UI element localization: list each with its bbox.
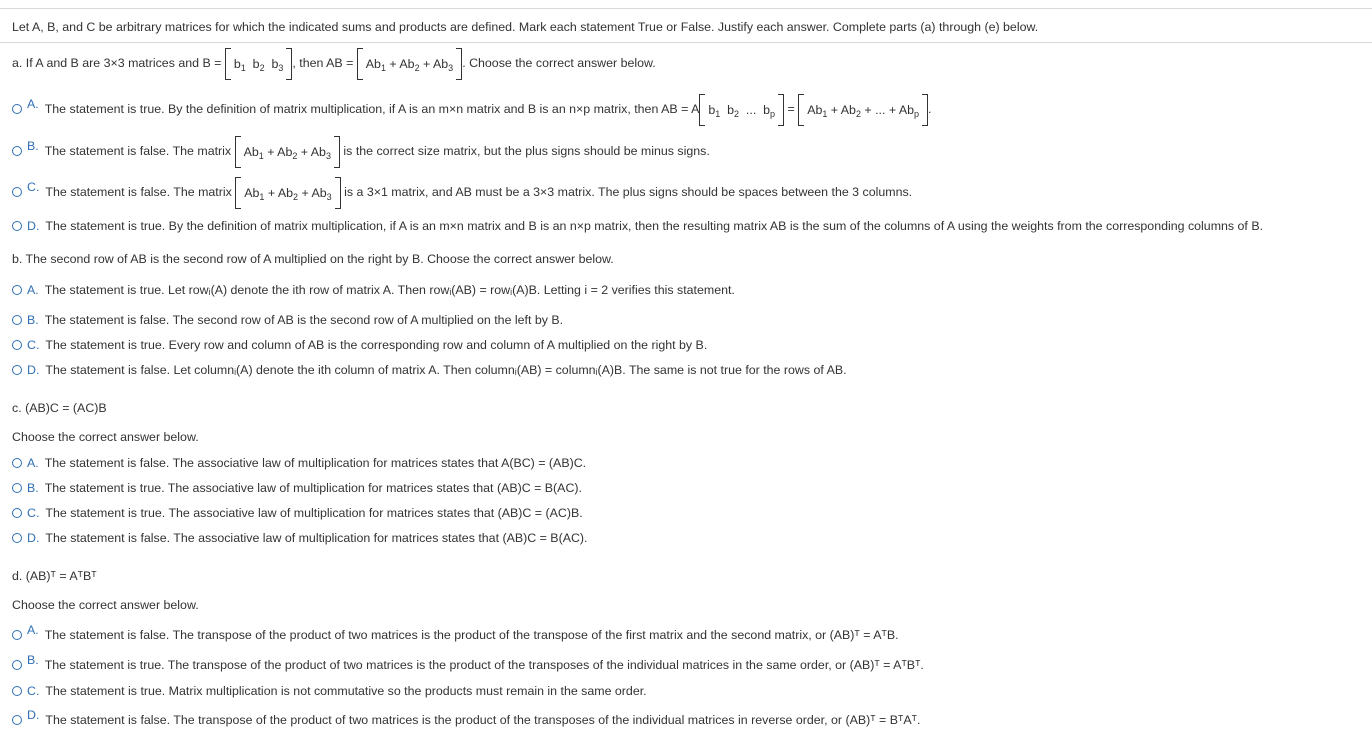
instructions-divider <box>0 42 1372 43</box>
option-text: The statement is false. The second row of AB is the second row of A multiplied on the left by B. <box>44 313 564 327</box>
part-c-option-c[interactable] <box>12 505 583 521</box>
option-letter: D. <box>27 219 40 233</box>
option-text: The statement is true. By the definition of matrix multiplication, if A is an m×n matrix and B is an n×p matrix, then the resulting matrix AB is the sum of the columns of A using the weights from the corresponding columns of B. <box>45 219 1264 233</box>
option-text-post: is a 3×1 matrix, and AB must be a 3×3 matrix. The plus signs should be spaces between the 3 columns. <box>344 185 913 199</box>
part-c-option-b[interactable] <box>12 480 582 496</box>
matrix-ab-sum: $Ab_1 + Ab_2 + Ab_3$ <box>235 185 340 201</box>
option-text-pre: The statement is false. The matrix <box>44 144 232 158</box>
option-letter: B. <box>27 313 39 327</box>
option-letter: A. <box>27 456 39 470</box>
option-letter: D. <box>27 531 40 545</box>
matrix-b-columns-p: $b_1$ $b_2$ ... $b_p$ <box>699 102 784 118</box>
option-letter: D. <box>27 363 40 377</box>
option-letter: C. <box>27 684 40 698</box>
radio-button[interactable] <box>12 104 22 114</box>
radio-button[interactable] <box>12 686 22 696</box>
option-letter: A. <box>27 283 39 297</box>
option-letter: C. <box>27 180 40 194</box>
option-text: The statement is true. Every row and column of AB is the corresponding row and column of A multiplied on the right by B. <box>45 338 708 352</box>
option-letter: A. <box>27 623 39 637</box>
part-d-option-d[interactable] <box>12 708 921 728</box>
option-text: The statement is true. The associative law of multiplication for matrices states that (AB)C = (AC)B. <box>45 506 583 520</box>
part-d-option-c[interactable] <box>12 683 647 699</box>
part-c-prompt: Choose the correct answer below. <box>12 430 199 444</box>
option-text: The statement is false. The associative law of multiplication for matrices states that (AB)C = B(AC). <box>45 531 588 545</box>
part-a-q-post: . Choose the correct answer below. <box>462 56 656 70</box>
option-text-post: is the correct size matrix, but the plus signs should be minus signs. <box>343 144 710 158</box>
part-c-question: c. (AB)C = (AC)B <box>12 401 107 415</box>
part-a-option-a[interactable]: A. The statement is true. By the definition of matrix multiplication, if A is an m×n matrix and B is an n×p matrix, then AB = A $b_1$ $b_2$ ... $b_p = Ab_1 + Ab_2$ + ... + $Ab_p$ . <box>12 101 931 118</box>
option-letter: C. <box>27 506 40 520</box>
radio-button[interactable] <box>12 315 22 325</box>
matrix-ab-sum: $Ab_1 + Ab_2 + Ab_3$ <box>235 144 340 160</box>
part-a-option-c[interactable] <box>12 180 913 202</box>
option-text: The statement is false. The associative law of multiplication for matrices states that A(BC) = (AB)C. <box>44 456 587 470</box>
radio-button[interactable] <box>12 365 22 375</box>
part-b-question: b. The second row of AB is the second row of A multiplied on the right by B. Choose the correct answer below. <box>12 252 614 266</box>
part-d-question: d. (AB)ᵀ = AᵀBᵀ <box>12 569 97 583</box>
radio-button[interactable] <box>12 187 22 197</box>
option-text-pre: The statement is false. The matrix <box>45 185 232 199</box>
part-d-prompt: Choose the correct answer below. <box>12 598 199 612</box>
radio-button[interactable] <box>12 533 22 543</box>
option-text: The statement is true. Matrix multiplication is not commutative so the products must remain in the same order. <box>45 684 647 698</box>
radio-button[interactable] <box>12 285 22 295</box>
part-b-option-c[interactable] <box>12 337 707 353</box>
radio-button[interactable] <box>12 715 22 725</box>
option-text: The statement is true. The associative law of multiplication for matrices states that (AB)C = B(AC). <box>44 481 582 495</box>
top-divider <box>0 8 1372 9</box>
radio-button[interactable] <box>12 483 22 493</box>
matrix-ab-columns-p: $Ab_1 + Ab_2$ + ... + $Ab_p$ <box>798 102 928 118</box>
matrix-b-columns: $b_1$ $b_2$ $b_3$ <box>225 56 293 72</box>
part-a-q-mid: , then AB = <box>292 56 354 70</box>
option-letter: B. <box>27 481 39 495</box>
instructions: Let A, B, and C be arbitrary matrices for which the indicated sums and products are defined. Mark each statement True or False. Justify each answer. Complete parts (a) through (e) below. <box>12 20 1039 34</box>
radio-button[interactable] <box>12 660 22 670</box>
option-text: The statement is true. By the definition of matrix multiplication, if A is an m×n matrix and B is an n×p matrix, then AB = A <box>44 102 700 116</box>
part-b-option-d[interactable] <box>12 362 847 378</box>
part-d-option-a[interactable] <box>12 623 899 643</box>
option-letter: D. <box>27 708 40 722</box>
option-text: The statement is true. The transpose of the product of two matrices is the product of the transposes of the individual matrices in the same order, or (AB)ᵀ = AᵀBᵀ. <box>44 658 924 672</box>
part-a-option-b[interactable] <box>12 139 710 161</box>
radio-button[interactable] <box>12 458 22 468</box>
radio-button[interactable] <box>12 340 22 350</box>
part-c-option-a[interactable] <box>12 455 586 471</box>
radio-button[interactable] <box>12 221 22 231</box>
option-text: The statement is false. Let columnᵢ(A) denote the ith column of matrix A. Then columnᵢ(AB) = columnᵢ(A)B. The same is not true for the rows of AB. <box>45 363 847 377</box>
radio-button[interactable] <box>12 630 22 640</box>
radio-button[interactable] <box>12 146 22 156</box>
part-a-option-d[interactable] <box>12 218 1263 234</box>
part-a-q-pre: a. If A and B are 3×3 matrices and B = <box>12 56 222 70</box>
part-d-option-b[interactable] <box>12 653 924 673</box>
part-c-option-d[interactable] <box>12 530 587 546</box>
option-text: The statement is false. The transpose of the product of two matrices is the product of the transposes of the individual matrices in reverse order, or (AB)ᵀ = BᵀAᵀ. <box>45 713 921 727</box>
radio-button[interactable] <box>12 508 22 518</box>
option-letter: B. <box>27 139 39 153</box>
option-letter: A. <box>27 97 39 111</box>
part-a-question <box>12 55 656 72</box>
part-b-option-a[interactable] <box>12 282 735 298</box>
option-text: The statement is true. Let rowᵢ(A) denote the ith row of matrix A. Then rowᵢ(AB) = rowᵢ(A)B. Letting i = 2 verifies this statement. <box>44 283 735 297</box>
option-letter: C. <box>27 338 40 352</box>
option-letter: B. <box>27 653 39 667</box>
matrix-ab-sum: $Ab_1 + Ab_2 + Ab_3$ <box>357 56 462 72</box>
option-text: The statement is false. The transpose of the product of two matrices is the product of the transpose of the first matrix and the second matrix, or (AB)ᵀ = AᵀB. <box>44 628 899 642</box>
part-b-option-b[interactable] <box>12 312 563 328</box>
